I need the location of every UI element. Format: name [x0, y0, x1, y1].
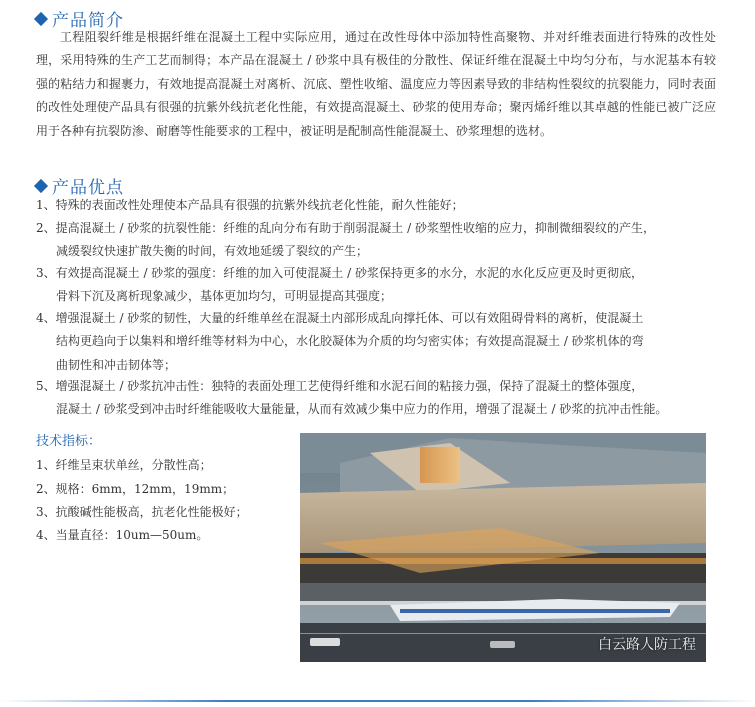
advantage-line: 3、有效提高混凝土 / 砂浆的强度：纤维的加入可使混凝土 / 砂浆保持更多的水分，水泥的水化反应更及时更彻底，: [36, 266, 643, 280]
tech-item-3: 3、抗酸碱性能极高，抗老化性能极好；: [36, 505, 248, 519]
advantage-item-4: [36, 307, 716, 377]
bottom-divider: [0, 700, 755, 702]
diamond-bullet-icon: [34, 11, 48, 25]
intro-title-text: 产品简介: [52, 11, 124, 31]
advantage-item-1: [36, 194, 716, 217]
project-photo-image: [300, 433, 706, 662]
diamond-bullet-icon: [34, 178, 48, 192]
advantage-line: 结构更趋向于以集料和增纤维等材料为中心，水化胶凝体为介质的均匀密实体；有效提高混凝土 / 砂浆机体的弯: [56, 334, 644, 349]
advantage-item-5: [36, 375, 716, 422]
advantage-item-2: [36, 217, 716, 264]
advantage-line: 5、增强混凝土 / 砂浆抗冲击性：独特的表面处理工艺使得纤维和水泥石间的粘接力强，保持了混凝土的整体强度，: [36, 379, 644, 393]
tech-item-2: 2、规格：6mm，12mm，19mm；: [36, 482, 235, 496]
advantage-line: 2、提高混凝土 / 砂浆的抗裂性能：纤维的乱向分布有助于削弱混凝土 / 砂浆塑性收缩的应力，抑制微细裂纹的产生，: [36, 221, 655, 235]
advantages-title-text: 产品优点: [52, 178, 124, 198]
intro-paragraph: 工程阻裂纤维是根据纤维在混凝土工程中实际应用，通过在改性母体中添加特性高聚物、并对纤维表面进行特殊的改性处理，采用特殊的生产工艺而制得；本产品在混凝土 / 砂浆中具有极佳的分散性、保证纤维在混凝土中均匀分布，与水泥基本有较强的粘结力和握裹力，有效地提高混凝土对离析、沉底、塑性收缩、温度应力等因素导致的非结构性裂纹的抗裂能力，同时表面的改性处理使产品具有很强的抗紫外线抗老化性能，有效提高混凝土、砂浆的使用寿命；聚丙烯纤维以其卓越的性能已被广泛应用于各种有抗裂防渗、耐磨等性能要求的工程中，被证明是配制高性能混凝土、砂浆理想的选材。: [36, 30, 716, 138]
advantage-line: 曲韧性和冲击韧体等；: [56, 357, 177, 372]
project-photo: [300, 433, 706, 662]
advantage-item-3: [36, 262, 716, 309]
advantage-line: 1、特殊的表面改性处理使本产品具有很强的抗紫外线抗老化性能，耐久性能好；: [36, 198, 464, 212]
advantage-line: 混凝土 / 砂浆受到冲击时纤维能吸收大量能量，从而有效减少集中应力的作用，增强了混凝土 / 砂浆的抗冲击性能。: [56, 402, 668, 417]
advantage-line: 骨料下沉及离析现象减少，基体更加均匀，可明显提高其强度；: [56, 289, 393, 304]
advantage-line: 4、增强混凝土 / 砂浆的韧性，大量的纤维单丝在混凝土内部形成乱向撑托体、可以有效阻碍骨料的离析，使混凝土: [36, 311, 644, 325]
photo-caption: 白云路人防工程: [598, 637, 696, 653]
tech-title: 技术指标：: [36, 434, 102, 449]
advantage-line: 减缓裂纹快速扩散失衡的时间，有效地延缓了裂纹的产生；: [56, 244, 369, 259]
tech-item-4: 4、当量直径：10um—50um。: [36, 528, 209, 542]
tech-item-1: 1、纤维呈束状单丝，分散性高；: [36, 458, 212, 472]
